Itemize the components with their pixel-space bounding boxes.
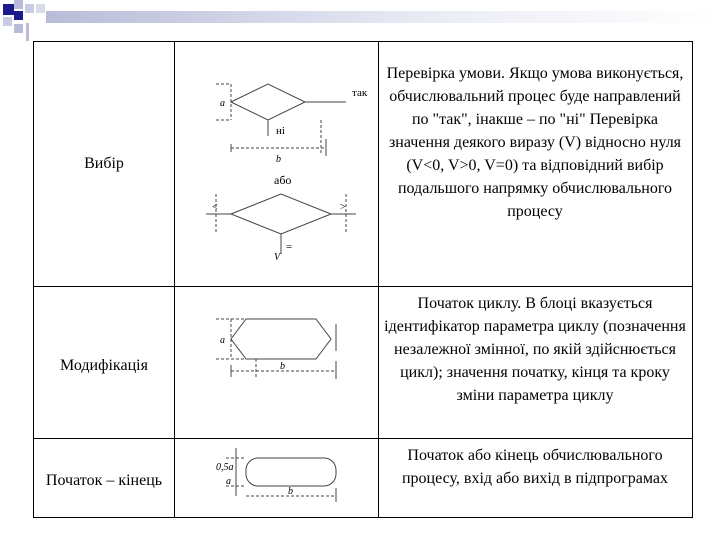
label-lt: < [212,202,218,213]
terminator-block [246,458,336,486]
label-v: V [274,252,281,263]
label-a: a [220,335,225,346]
blocks-table [33,41,693,518]
label-gt: > [340,202,346,213]
decor-square [14,0,23,9]
row-divider [34,286,692,287]
decor-left-bar [26,23,29,41]
decision-rhombus [231,84,305,120]
row-name-start-end: Початок – кінець [45,472,163,489]
terminator-diagram [176,440,376,520]
row-description-start-end: Початок або кінець обчислювального процесу, вхід або вихід в підпрограмах [401,447,669,487]
column-divider [378,42,379,517]
label-b: b [276,154,281,165]
decor-square [36,4,45,13]
row-description-modification: Початок циклу. В блоці вказується ідентифікатор параметра циклу (позначення незалежної змінної, по якій здійснюється цикл); значення початку, кінця та кроку зміни параметра циклу [384,295,686,404]
label-yes: так [352,87,368,99]
column-divider [174,42,175,517]
decor-square [3,17,12,26]
row-description-choice: Перевірка умови. Якщо умова виконується, обчислювальний процес буде направлений по "так", інакше – по "ні" Перевірка значення деякого виразу (V) відносно нуля (V<0, V>0, V=0) та відповідний вибір подальшого напрямку обчислювального процесу [386,65,684,220]
decor-square [25,4,34,13]
label-or: або [274,173,292,187]
label-a: a [220,98,225,109]
row-name-choice: Вибір [84,155,124,172]
decor-square [14,11,23,20]
decor-square [3,4,14,15]
label-b: b [280,361,285,372]
hexagon-block [231,319,331,359]
label-05a: 0,5a [216,462,234,473]
decision-rhombus [231,194,331,234]
label-a: a [226,476,231,487]
decor-gradient-bar [46,11,720,23]
label-b: b [288,486,293,497]
label-no: ні [276,125,285,137]
decision-diagram [176,44,376,284]
label-eq: = [286,241,293,253]
modification-diagram [176,289,376,439]
decor-square [14,24,23,33]
row-name-modification: Модифікація [60,357,148,374]
